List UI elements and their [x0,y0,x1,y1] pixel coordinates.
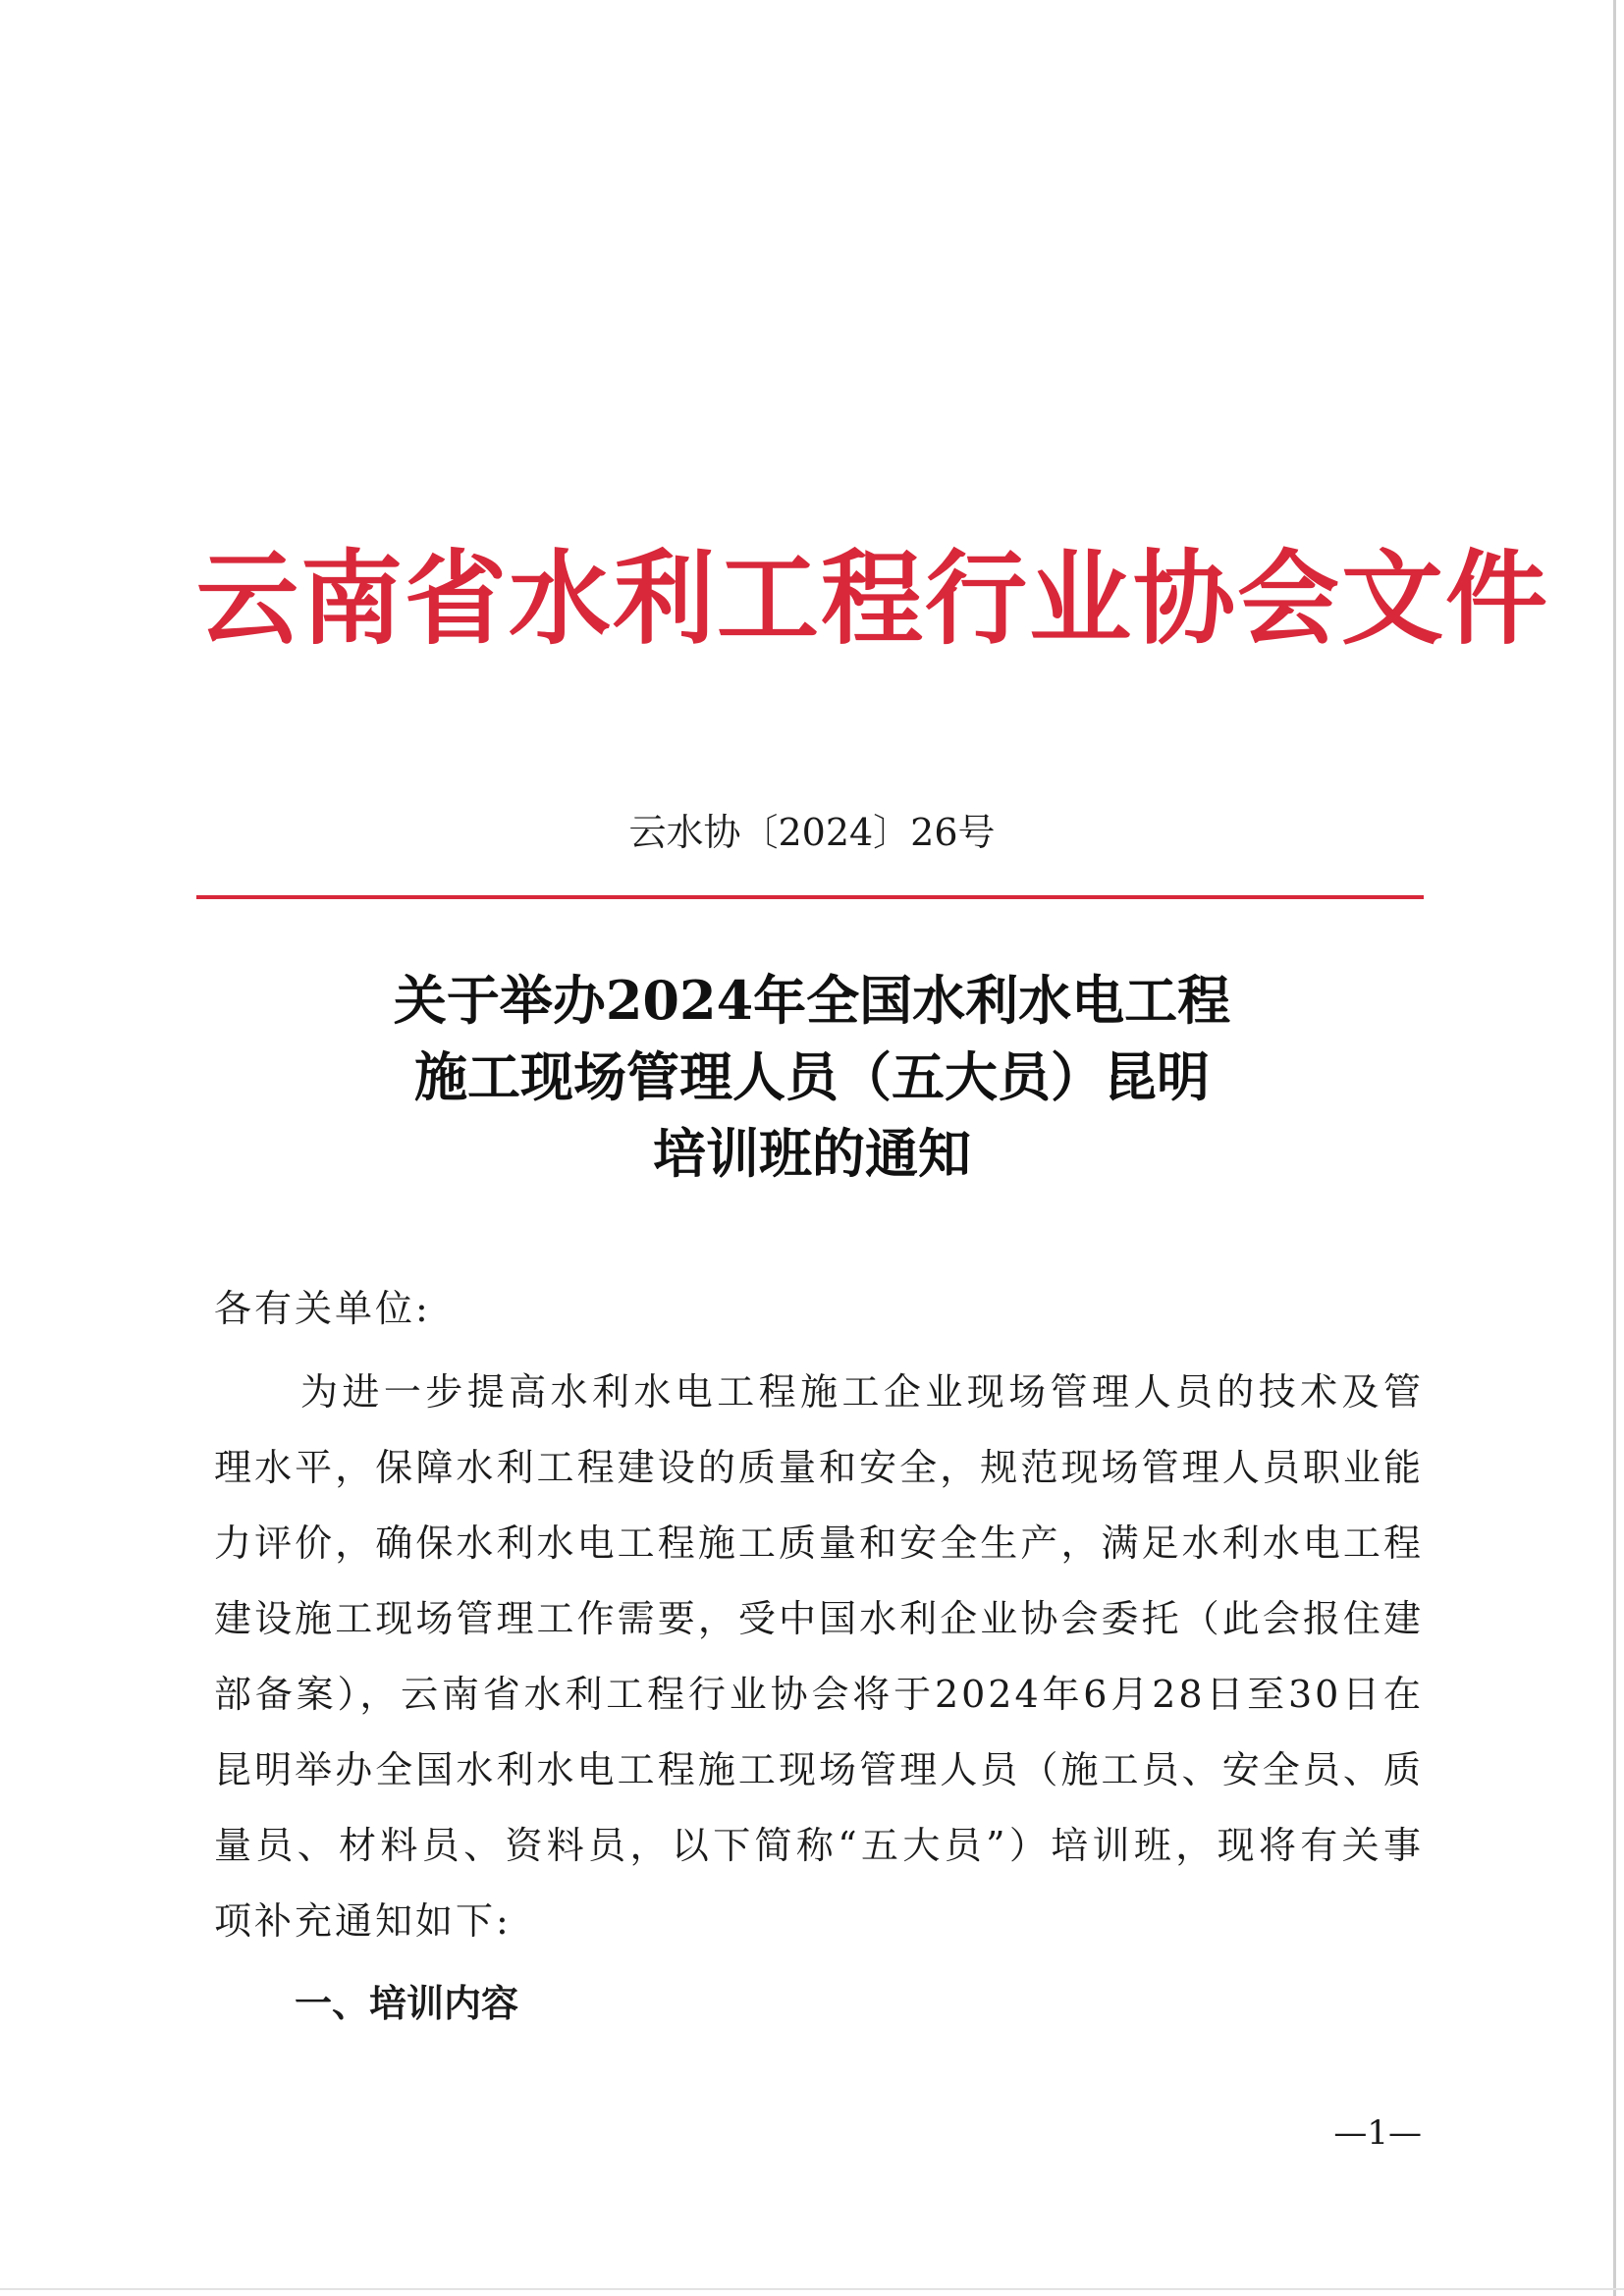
scan-edge-bottom [0,2288,1624,2290]
header-divider [196,895,1424,899]
notice-title [245,962,1379,1192]
page-number: —1— [1333,2113,1422,2153]
notice-title-line: 培训班的通知 [653,1122,971,1185]
notice-title-line: 关于举办2024年全国水利水电工程 [393,969,1231,1032]
document-number: 云水协〔2024〕26号 [628,811,996,854]
body-paragraph: 为进一步提高水利水电工程施工企业现场管理人员的技术及管理水平，保障水利工程建设的质量和安全，规范现场管理人员职业能力评价，确保水利水电工程施工质量和安全生产，满足水利水电工程建设施工现场管理工作需要，受中国水利企业协会委托（此会报住建部备案），云南省水利工程行业协会将于2024年6月28日至30日在昆明举办全国水利水电工程施工现场管理人员（施工员、安全员、质量员、材料员、资料员，以下简称“五大员”）培训班，现将有关事项补充通知如下: [214,1370,1424,1943]
notice-title-line: 施工现场管理人员（五大员）昆明 [414,1045,1210,1108]
section-heading: 一、培训内容 [295,1982,519,2025]
salutation: 各有关单位: [214,1287,431,1330]
scan-edge-right [1613,0,1616,2296]
document-header-title: 云南省水利工程行业协会文件 [196,539,1550,659]
